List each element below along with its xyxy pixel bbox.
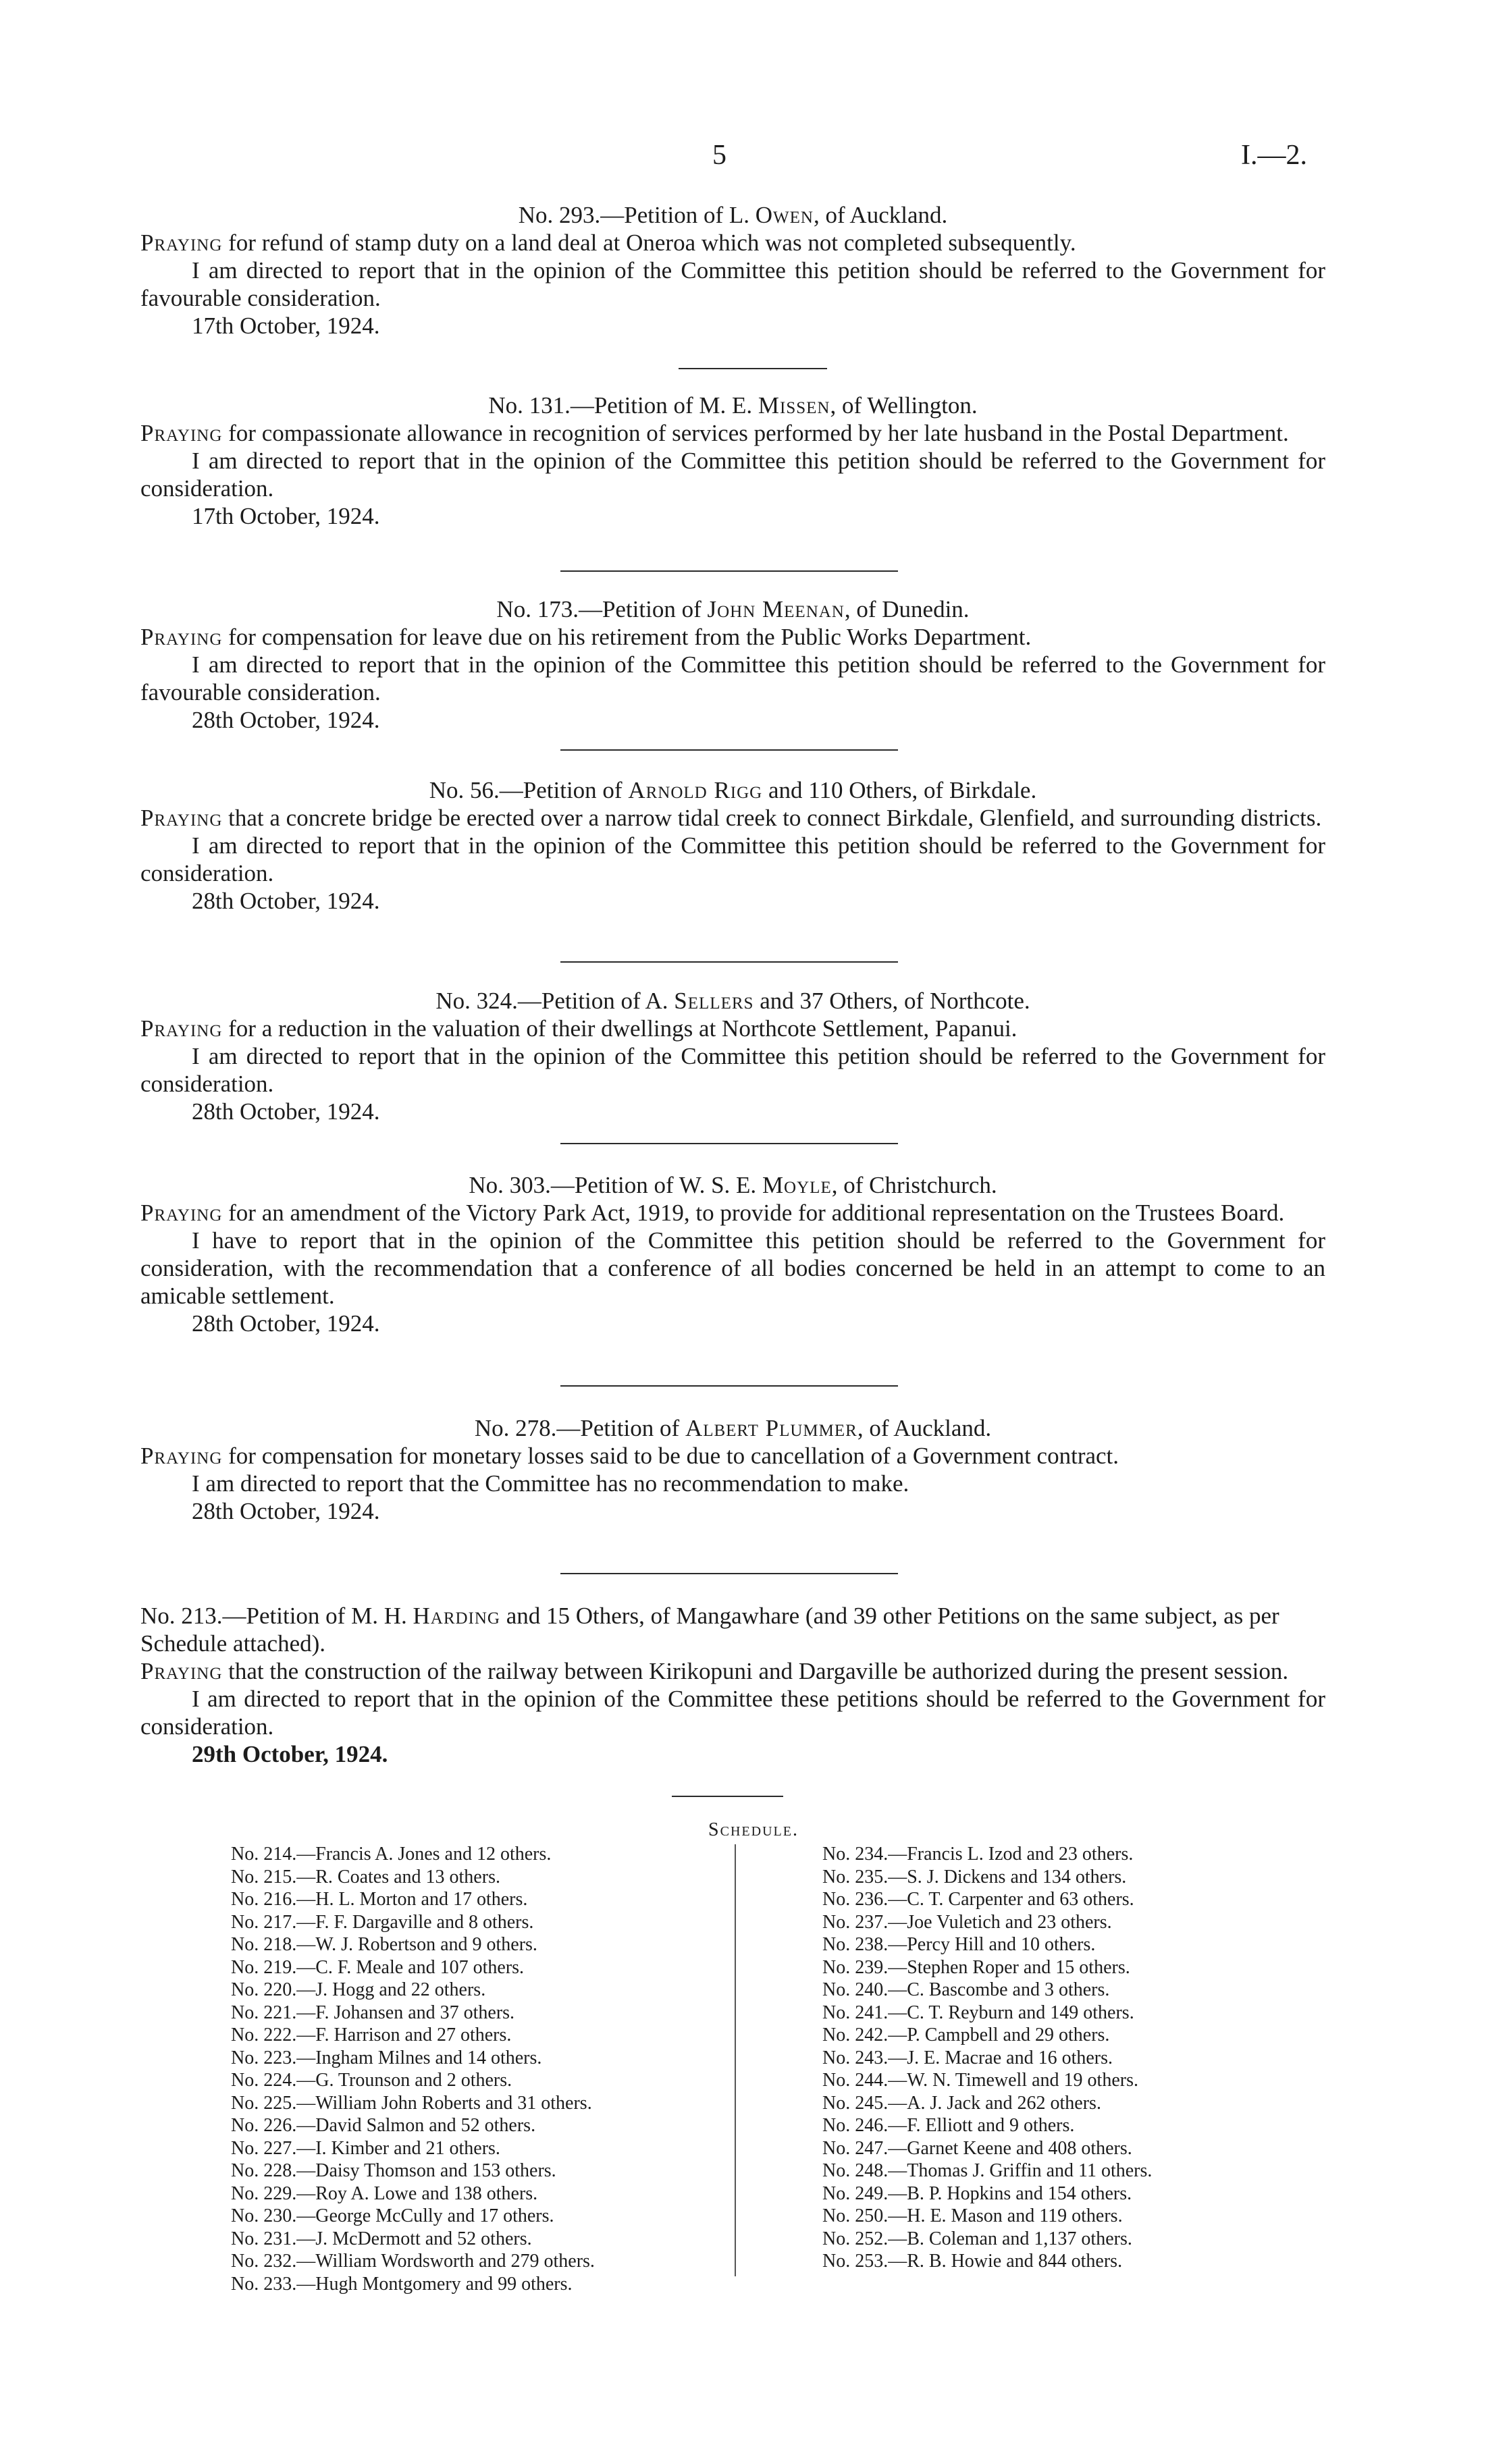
schedule-entry: No. 246.—F. Elliott and 9 others. <box>822 2115 1075 2136</box>
committee-report: I am directed to report that in the opinion of the Committee this petition should be referred to the Government for favourable consideration. <box>140 257 1325 311</box>
schedule-entry: No. 231.—J. McDermott and 52 others. <box>231 2228 532 2249</box>
schedule-entry: No. 249.—B. P. Hopkins and 154 others. <box>822 2182 1132 2204</box>
petition-praying: Praying for compensation for monetary losses said to be due to cancellation of a Government contract. <box>140 1443 1119 1469</box>
schedule-entry: No. 232.—William Wordsworth and 279 others. <box>231 2251 595 2272</box>
section-divider <box>560 1573 898 1574</box>
schedule-left-column <box>231 1843 595 2295</box>
petition-block <box>140 392 1325 530</box>
schedule-entry: No. 220.—J. Hogg and 22 others. <box>231 1979 486 2000</box>
schedule-entry: No. 219.—C. F. Meale and 107 others. <box>231 1956 525 1978</box>
section-divider <box>560 1385 898 1387</box>
schedule-entry: No. 227.—I. Kimber and 21 others. <box>231 2137 500 2159</box>
petition-title: No. 293.—Petition of L. Owen, of Auckland. <box>518 202 948 228</box>
schedule-entry: No. 225.—William John Roberts and 31 others. <box>231 2092 592 2114</box>
schedule-right-column <box>822 1843 1152 2273</box>
report-date: 29th October, 1924. <box>192 1741 388 1767</box>
schedule-entry: No. 222.—F. Harrison and 27 others. <box>231 2025 512 2045</box>
schedule-entry: No. 244.—W. N. Timewell and 19 others. <box>822 2070 1138 2091</box>
schedule-entry: No. 223.—Ingham Milnes and 14 others. <box>231 2047 542 2068</box>
petition-block <box>140 595 1325 734</box>
committee-report: I am directed to report that in the opinion of the Committee this petition should be referred to the Government for consideration. <box>140 1043 1325 1097</box>
section-divider <box>560 961 898 963</box>
petition-block <box>140 987 1325 1125</box>
schedule-entry: No. 221.—F. Johansen and 37 others. <box>231 2002 515 2023</box>
petition-praying: Praying for an amendment of the Victory Park Act, 1919, to provide for additional representation on the Trustees Board. <box>140 1200 1285 1226</box>
report-date: 17th October, 1924. <box>192 503 380 529</box>
section-divider <box>560 570 898 572</box>
petition-block <box>140 776 1325 915</box>
schedule-column-divider <box>735 1844 736 2276</box>
petition-praying: Praying that the construction of the railway between Kirikopuni and Dargaville be authorized during the present session. <box>140 1658 1289 1684</box>
schedule-entry: No. 240.—C. Bascombe and 3 others. <box>822 1979 1110 2000</box>
schedule-entry: No. 237.—Joe Vuletich and 23 others. <box>822 1911 1112 1933</box>
report-date: 17th October, 1924. <box>192 313 380 339</box>
petition-title: No. 173.—Petition of John Meenan, of Dunedin. <box>496 596 970 622</box>
petition-title: No. 213.—Petition of M. H. Harding and 15 Others, of Mangawhare (and 39 other Petitions on the same subject, as per Schedule attached). <box>140 1603 1279 1657</box>
schedule-entry: No. 248.—Thomas J. Griffin and 11 others. <box>822 2160 1153 2181</box>
petition-block <box>140 1414 1325 1525</box>
schedule-entry: No. 218.—W. J. Robertson and 9 others. <box>231 1934 537 1955</box>
petition-praying: Praying for a reduction in the valuation of their dwellings at Northcote Settlement, Papanui. <box>140 1015 1017 1042</box>
committee-report: I am directed to report that in the opinion of the Committee this petition should be referred to the Government for consideration. <box>140 448 1325 502</box>
schedule-entry: No. 229.—Roy A. Lowe and 138 others. <box>231 2182 538 2204</box>
section-divider <box>560 1143 898 1144</box>
schedule-entry: No. 243.—J. E. Macrae and 16 others. <box>822 2047 1113 2068</box>
schedule-entry: No. 226.—David Salmon and 52 others. <box>231 2115 536 2136</box>
petition-praying: Praying for refund of stamp duty on a land deal at Oneroa which was not completed subsequently. <box>140 230 1076 256</box>
schedule-entry: No. 228.—Daisy Thomson and 153 others. <box>231 2160 556 2181</box>
section-divider <box>672 1796 783 1797</box>
schedule-entry: No. 236.—C. T. Carpenter and 63 others. <box>822 1889 1134 1910</box>
schedule-entry: No. 241.—C. T. Reyburn and 149 others. <box>822 2002 1134 2023</box>
section-divider <box>679 368 827 369</box>
petition-praying: Praying for compensation for leave due on his retirement from the Public Works Department. <box>140 624 1032 650</box>
report-date: 28th October, 1924. <box>192 707 380 733</box>
report-date: 28th October, 1924. <box>192 888 380 914</box>
schedule-entry: No. 217.—F. F. Dargaville and 8 others. <box>231 1911 534 1933</box>
schedule-entry: No. 233.—Hugh Montgomery and 99 others. <box>231 2273 573 2295</box>
petition-block <box>140 1602 1325 1768</box>
schedule-entry: No. 250.—H. E. Mason and 119 others. <box>822 2205 1123 2226</box>
petition-title: No. 303.—Petition of W. S. E. Moyle, of Christchurch. <box>469 1172 997 1198</box>
schedule-entry: No. 235.—S. J. Dickens and 134 others. <box>822 1866 1127 1887</box>
schedule-title: Schedule. <box>708 1819 799 1840</box>
committee-report: I have to report that in the opinion of the Committee this petition should be referred to the Government for consideration, with the recommendation that a conference of all bodies concerned be held in an attempt to come to an amicable settlement. <box>140 1227 1325 1309</box>
committee-report: I am directed to report that the Committee has no recommendation to make. <box>192 1470 909 1497</box>
schedule-entry: No. 224.—G. Trounson and 2 others. <box>231 2070 512 2091</box>
schedule-entry: No. 234.—Francis L. Izod and 23 others. <box>822 1844 1134 1865</box>
schedule-entry: No. 247.—Garnet Keene and 408 others. <box>822 2137 1132 2159</box>
schedule-entry: No. 214.—Francis A. Jones and 12 others. <box>231 1844 552 1865</box>
petition-praying: Praying that a concrete bridge be erected over a narrow tidal creek to connect Birkdale, Glenfield, and surrounding districts. <box>140 805 1322 831</box>
report-date: 28th October, 1924. <box>192 1098 380 1125</box>
schedule-entry: No. 242.—P. Campbell and 29 others. <box>822 2025 1110 2045</box>
page-number: 5 <box>712 140 726 171</box>
petition-block <box>140 201 1325 340</box>
section-divider <box>560 749 898 751</box>
schedule-entry: No. 245.—A. J. Jack and 262 others. <box>822 2092 1101 2114</box>
petition-title: No. 278.—Petition of Albert Plummer, of Auckland. <box>474 1415 992 1441</box>
petition-praying: Praying for compassionate allowance in recognition of services performed by her late husband in the Postal Department. <box>140 420 1289 446</box>
schedule-entry: No. 252.—B. Coleman and 1,137 others. <box>822 2228 1132 2249</box>
report-date: 28th October, 1924. <box>192 1310 380 1337</box>
committee-report: I am directed to report that in the opinion of the Committee these petitions should be referred to the Government for consideration. <box>140 1686 1325 1740</box>
report-date: 28th October, 1924. <box>192 1498 380 1524</box>
petition-title: No. 131.—Petition of M. E. Missen, of Wellington. <box>488 392 978 419</box>
schedule-entry: No. 216.—H. L. Morton and 17 others. <box>231 1889 528 1910</box>
petition-block <box>140 1171 1325 1337</box>
schedule-entry: No. 239.—Stephen Roper and 15 others. <box>822 1956 1130 1978</box>
schedule-entry: No. 238.—Percy Hill and 10 others. <box>822 1934 1096 1955</box>
committee-report: I am directed to report that in the opinion of the Committee this petition should be referred to the Government for consideration. <box>140 832 1325 886</box>
petition-title: No. 56.—Petition of Arnold Rigg and 110 Others, of Birkdale. <box>429 777 1037 803</box>
schedule-entry: No. 230.—George McCully and 17 others. <box>231 2205 554 2226</box>
petition-title: No. 324.—Petition of A. Sellers and 37 Others, of Northcote. <box>435 988 1030 1014</box>
schedule-entry: No. 215.—R. Coates and 13 others. <box>231 1866 500 1887</box>
paper-reference: I.—2. <box>1241 140 1307 171</box>
schedule-entry: No. 253.—R. B. Howie and 844 others. <box>822 2251 1123 2272</box>
committee-report: I am directed to report that in the opinion of the Committee this petition should be referred to the Government for favourable consideration. <box>140 651 1325 705</box>
